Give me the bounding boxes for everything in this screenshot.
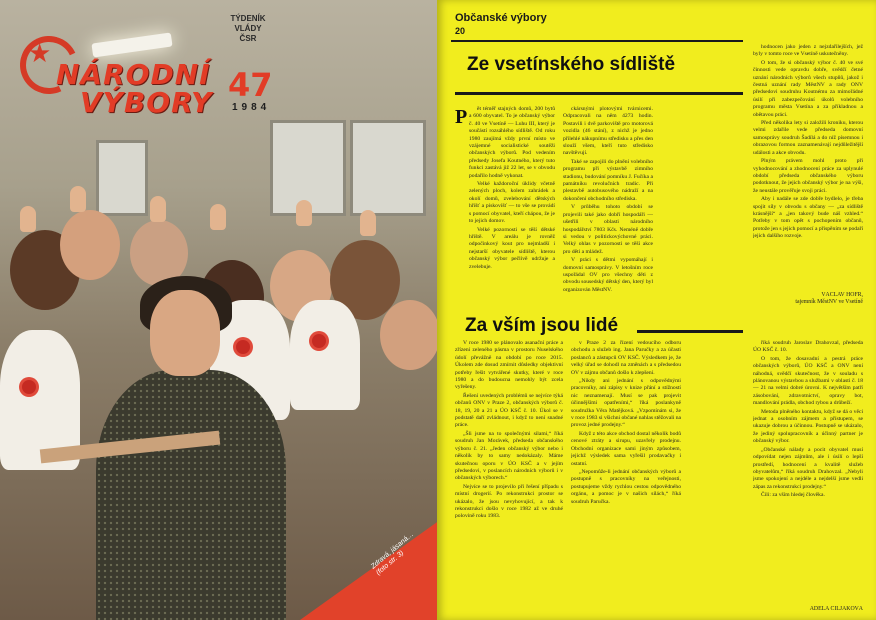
article-title: Ze vsetínského sídliště [467, 54, 676, 75]
teacher-figure [96, 370, 286, 620]
raised-hand [360, 210, 376, 236]
article1-column-2 [563, 106, 653, 306]
paragraph: Nejvíce se to projevilo při řešení případu s místní drogerií. Po rekonstrukci prostor se ukázalo, že jsou nevyhovující, a tak k rekonstrukci došlo v roce 1982 až ve druhé polovině roku 1983. [455, 483, 563, 520]
flower-motif [312, 334, 326, 348]
weekly-label [224, 14, 272, 44]
article1-signature [753, 292, 863, 312]
paragraph: „Nikdy ani jednání s odpovědnými pracovníky, ani zápisy v knize přání a stížností nic neznamenají. Musí se pak projevit účinnějšími opatřeními,“ říká poslankyně soudružka Věra Matějková. „Vzpomínám si, že v roce 1983 si všichni občané nahlas stěžovali na provoz jedné prodejny.“ [571, 378, 681, 429]
article2-column-2 [571, 340, 681, 612]
signature-name: VÁCLAV HOFR, [821, 292, 863, 298]
classroom-window [350, 120, 426, 216]
issue-number: 47 [228, 66, 273, 104]
paragraph: Velké každoroční úklidy včetně zelených ploch, kolem zahrádek a okolí domů, zvelebování dětských hřišť a pískovišť — to vše se provádí s pomocí obyvatel, kteří chápou, že je to jejich domov. [469, 181, 555, 225]
title-rule [637, 330, 743, 333]
corner-caption: Zdravá, jásaná… (foto str. 3) [369, 530, 416, 577]
weekly-line: TÝDENÍK [230, 14, 266, 23]
weekly-line: ČSR [239, 34, 257, 43]
article-page [437, 0, 876, 620]
flower-motif [236, 340, 250, 354]
article2-signature: ADÉLA CILJAKOVÁ [809, 606, 863, 612]
child-figure [60, 210, 120, 280]
paragraph: hodnocen jako jeden z nejzdařilejších, jež byly v tomto roce ve Vsetíně uskutečněny. [753, 44, 863, 58]
teacher-face [150, 290, 220, 376]
magazine-cover [0, 0, 437, 620]
raised-hand [150, 196, 166, 222]
child-shirt [290, 300, 360, 410]
paragraph: ět téměř stajných domů, 200 bytů a 600 obyvatel. To je občanský výbor č. 40 ve Vsetíně — Luhu III, který je součástí rozsáhlého sídliště. Od roku 1980 zaujímá vždy první místo ve vzájemné socialistické soutěži občanských výborů. Pod vedením předsedy Josefa Koutného, který tuto funkci zastává již 22 let, se v obvodu podařilo hodně vykonat. [469, 106, 555, 179]
paragraph: Řešení uvedených problémů se nejvíce týká občanů ONV v Praze 2, občanských výborů č. 18, 19, 20 a 21 a ÚO KSČ č. 10. Úkol se v podstatě daří zvládnout, i když to není snadné práce. [455, 392, 563, 429]
paragraph: Také se zapojili do plnění volebního programu při výstavbě zimního stadionu, budování pomníku J. Fučíka a památníku revolučních tradic. Při plestavbě autobusového nádraží a na dokončení obchodního střediska. [563, 158, 653, 202]
article1-column-1 [469, 106, 555, 306]
flower-motif [22, 380, 36, 394]
child-figure [380, 300, 437, 370]
paragraph: V průběhu tohoto období se projevili také jako dobří hospodáři — ušetřili v oblasti národního hospodářství 7803 Kčs. Neméně dobře si vedou v politickovýchovné práci. Velký ohlas v pozornosti se těší akce pro děti a mládež. [563, 204, 653, 255]
paragraph: Aby i nadále se zde dobře bydlelo, je třeba spojit síly v obvodu s občany — „za sídliště krásnější“ a „jen takový bude náš vzhled.“ Potřeby v tom opět s pochopením občanů, protože jen s jejich pomocí a přispěním se podaří jejich dalšího rozvoje. [753, 196, 863, 240]
paragraph: Velké pozornosti se těší dětské hřiště. V areálu je rovněž odpočinkový kout pro nejmladší i nejstarší obyvatele sídliště, kterou občanský výbor pečlivě udržuje a zvelebuje. [469, 226, 555, 270]
raised-hand [20, 206, 36, 232]
ceiling-lamp [91, 33, 172, 58]
paragraph: Metoda plněného kontaktu, když se dá o věci jednat a osobním zájmem a přístupem, se ukazuje dobrou a účinnou. Postupně se ukázalo, že jediný spolupracovník a účinný partner je občanský výbor. [753, 408, 863, 445]
article2-column-3 [753, 340, 863, 602]
section-header: Občanské výbory [455, 12, 547, 24]
paragraph: O tom, že dosavadní a pestrá práce občanských výborů, ÚO KSČ a ONV není náhodná, svědčí skutečnost, že v souladu s plánovanou výstavbou a službami v oblasti č. 18 — 21 na velmi dobré úrovni. K největším patří zásobování, zdravotnictví, opravy bot, mandlování prádla, obchod rybou a drůbeží. [753, 355, 863, 407]
title-rule [455, 92, 743, 95]
signature-role: tajemník MěstNV ve Vsetíně [795, 299, 863, 306]
paragraph: „Občanské nálady a pocit obyvatel musí odpovídat nejen zájmům, ale i úsilí o lepší prostředí, hodnocení a kvalitě služeb obyvatelům,“ říká soudruh Drahovzal. „Nebyli jsme spokojení a nejdéle a nejdelší jsme vedli zápas za rekonstrukci prodejny.“ [753, 446, 863, 490]
paragraph: V roce 1980 se plánovalo asanační práce a zřízení zeleného pásma v prostoru Nuselského údolí převážně na období po roce 2015. Úkolem zde dosud zmírnit důsledky objektivní potřeby řešit vytvářené skutky, které v roce 1980 a do budoucna nemohly být zcela vyřešeny. [455, 340, 563, 391]
article1-column-3 [753, 44, 863, 288]
weekly-line: VLÁDY [234, 24, 262, 33]
paragraph: ckársnými plotovými tvárnicemi. Odpracovali na něm 4273 hodin. Postavili i dvě parkoviště pro motorová vozidla (46 stání), z nichž je jedno přilehlé nákupnímu středisku a přes den slouží všem, kteří tuto středisko navštěvují. [563, 106, 653, 157]
article2-column-1 [455, 340, 563, 612]
paragraph: říká soudruh Jaroslav Drahovzal, předseda ÚO KSČ č. 10. [753, 340, 863, 354]
issue-year: 1984 [232, 102, 271, 113]
paragraph: Plným právem mohl proto při vyhodnocování a zhodnocení práce za uplynulé období předseda občanského výboru podotknout, že jejich občanský výbor je na výši, že neustále prověřuje svoji práci. [753, 158, 863, 194]
star-icon: ★ [28, 38, 52, 68]
page-number: 20 [455, 26, 466, 36]
masthead-line2: VÝBORY [80, 86, 213, 119]
paragraph: Když z této akce obchod dostal několik bodů cenové ztráty a sirupu, uzavřely prodejnu. Obchodní organizace sami jiným způsobem, jejichž výsledek sama vyřešil prodavačky i ostatní. [571, 430, 681, 467]
paragraph: „Šli jsme na to společnými silami,“ říká soudruh Jan Morávek, předseda občanského výboru č. 21. „Jeden občanský výbor nebo i několik by to samy nedokázaly. Máme skutečnou oporu v ÚO KSČ a v jejím předsedovi, v poslancích národních výborů i v občanských výborech.“ [455, 430, 563, 482]
paragraph: V práci s dětmi vypomáhají i domovní samosprávy. V letošním roce uspořádal OV pro všechny děti z obvodu sousedský dětský den, který byl organizován MěstNV. [563, 257, 653, 293]
raised-hand [210, 204, 226, 230]
paragraph: O tom, že si občanský výbor č. 40 ve své činnosti vede opravdu dobře, svědčí četné uznání národních výborů všech stupňů, jakož i čestná uznání rady MěstNV a rady ONV předsedovi soudruhu Koutnému za mimořádné úsilí při zabezpečování úkolů volebního programu města Vsetína a za příkladnou a obětavou práci. [753, 59, 863, 118]
raised-hand [70, 186, 86, 212]
raised-hand [296, 200, 312, 226]
header-rule [451, 40, 743, 42]
drop-cap: P [455, 106, 468, 128]
paragraph: Čili: za vším hledej člověka. [761, 492, 825, 499]
paragraph: Před několika lety si založili kroniku, kterou velmi zdařile vede předseda domovní samosprávy soudruh Šadílá a do níž písemnou i obrazovou formou zaznamenávají nejdůležitější události a akce obvodu. [753, 120, 863, 156]
paragraph: v Praze 2 za řízení vedoucího odboru obchodu a služeb ing. Jana Paručky a za účasti poslanců a zástupců OV KSČ. Výsledkem je, že velký úřad se dohodl na změnách a s předsedou OV v zájmu občanů došlo k zlepšení. [571, 340, 681, 376]
masthead-line1: NÁRODNÍ [56, 58, 211, 91]
paragraph: „Nepomůže-li jednání občanských výborů a postupně s pracovníky na veřejnosti, postupujeme vždy rychlou cestou odpovědného orgánu, a pomoc je v našich silách,“ říká soudruh Paručka. [571, 468, 681, 505]
classroom-window [96, 140, 148, 216]
article-title: Za vším jsou lidé [465, 315, 619, 336]
